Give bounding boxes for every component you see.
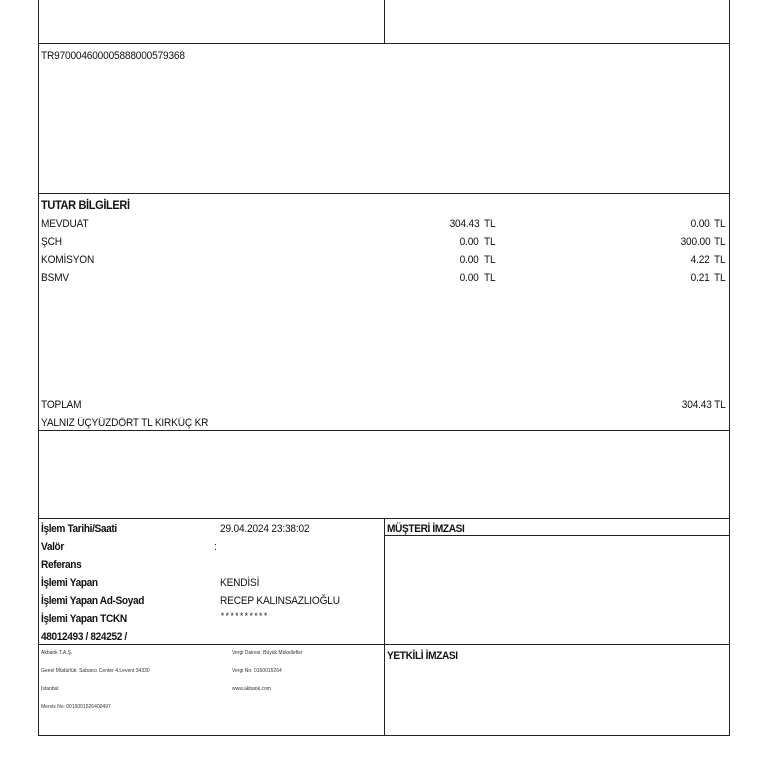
valor-label: Valör (41, 541, 64, 553)
top-divider (384, 0, 385, 43)
amount-cur2: TL (714, 236, 726, 248)
bank-info-line: Vergi Dairesi: Büyük Mükellefler (232, 650, 303, 656)
rule-2 (38, 193, 730, 194)
authorized-signature-area[interactable] (386, 666, 728, 734)
frame-left-border (38, 0, 39, 736)
bank-info-line: Genel Müdürlük: Sabancı Center 4.Levent 34330 (41, 668, 150, 674)
amount-cur2: TL (714, 254, 726, 266)
bank-info-line: Akbank T.A.Ş. (41, 650, 73, 656)
amount-col1: 0.00 (460, 236, 479, 248)
amount-col2: 0.21 (691, 272, 710, 284)
authorized-signature-label: YETKİLİ İMZASI (387, 650, 458, 662)
iban: TR970004600005888000579368 (41, 50, 185, 62)
performer-value: KENDİSİ (220, 577, 260, 589)
bank-info-line: İstanbul (41, 686, 59, 692)
transaction-ids: 48012493 / 824252 / (41, 631, 127, 643)
total-value: 304.43 TL (682, 399, 726, 411)
total-in-words: YALNIZ ÜÇYÜZDÖRT TL KIRKÜÇ KR (41, 417, 209, 429)
amount-cur1: TL (484, 236, 496, 248)
frame-right-border (729, 0, 730, 736)
signature-divider (384, 518, 385, 736)
performer-label: İşlemi Yapan (41, 577, 98, 589)
amount-cur2: TL (714, 218, 726, 230)
date-label: İşlem Tarihi/Saati (41, 523, 117, 535)
reference-label: Referans (41, 559, 82, 571)
bank-info-line: Vergi No: 0150015264 (232, 668, 282, 674)
amount-col2: 300.00 (680, 236, 710, 248)
amount-col1: 0.00 (460, 254, 479, 266)
bank-info-line: www.akbank.com (232, 686, 271, 692)
rule-1 (38, 43, 730, 44)
amount-col1: 0.00 (460, 272, 479, 284)
performer-tckn-label: İşlemi Yapan TCKN (41, 613, 127, 625)
amount-cur1: TL (484, 272, 496, 284)
amount-col1: 304.43 (449, 218, 479, 230)
amount-cur1: TL (484, 218, 496, 230)
performer-name-value: RECEP KALINSAZLIOĞLU (220, 595, 340, 607)
amount-col2: 4.22 (691, 254, 710, 266)
total-label: TOPLAM (41, 399, 82, 411)
amount-label: KOMİSYON (41, 254, 95, 266)
customer-signature-label: MÜŞTERİ İMZASI (387, 523, 465, 535)
bank-info-line: Mersis No: 0015001526400497 (41, 704, 111, 710)
amount-cur2: TL (714, 272, 726, 284)
amount-label: MEVDUAT (41, 218, 89, 230)
performer-tckn-value: ********** (220, 612, 268, 622)
amount-cur1: TL (484, 254, 496, 266)
date-value: 29.04.2024 23:38:02 (220, 523, 310, 535)
amount-label: ŞCH (41, 236, 62, 248)
amounts-title: TUTAR BİLGİLERİ (41, 198, 130, 212)
amount-col2: 0.00 (691, 218, 710, 230)
customer-signature-area[interactable] (386, 537, 728, 643)
performer-name-label: İşlemi Yapan Ad-Soyad (41, 595, 145, 607)
rule-3 (38, 430, 730, 431)
valor-value: : (214, 541, 217, 553)
amount-label: BSMV (41, 272, 69, 284)
